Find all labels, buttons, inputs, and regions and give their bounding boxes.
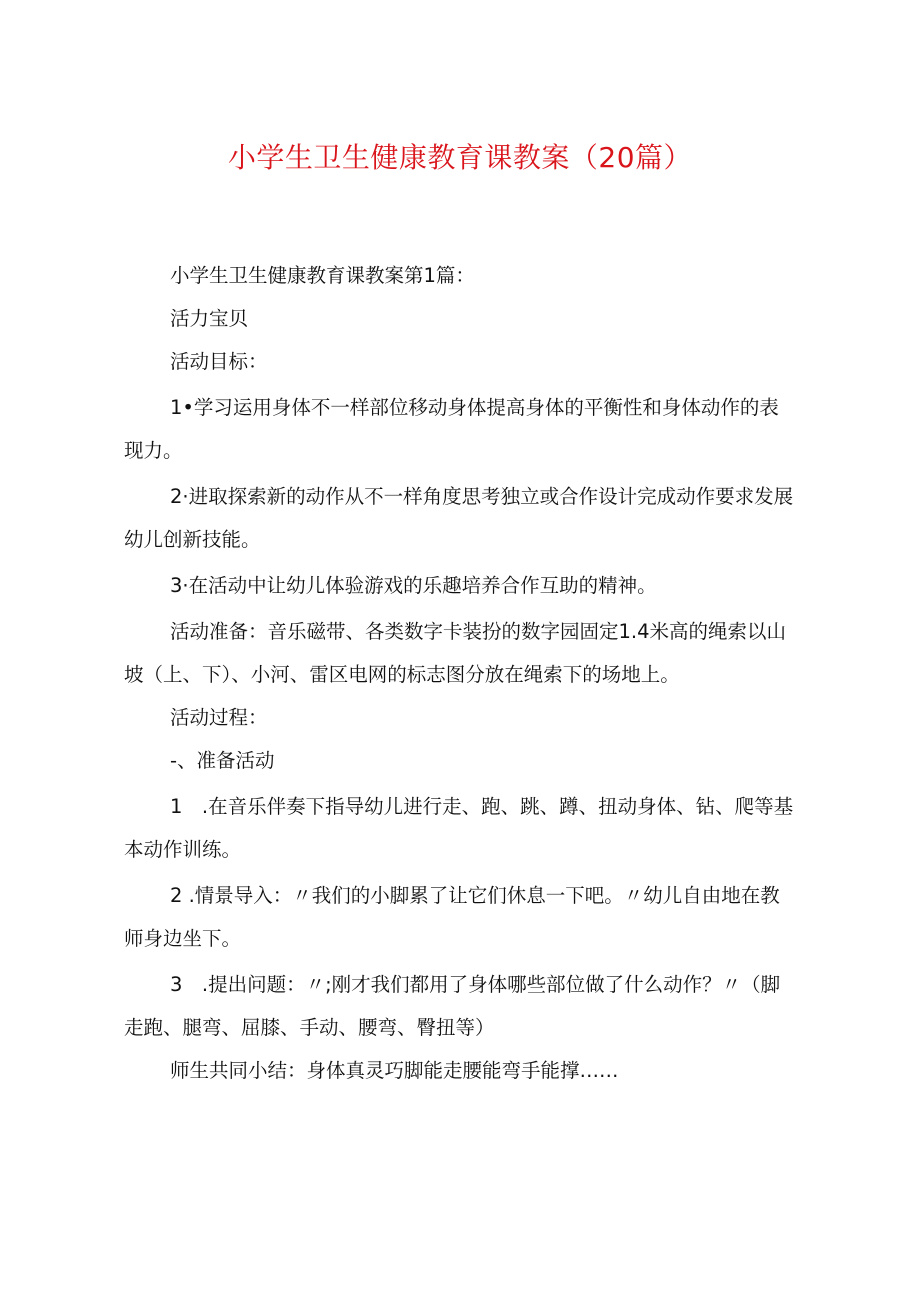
goal-item-3: 3·在活动中让幼儿体验游戏的乐趣培养合作互助的精神。 (170, 574, 657, 597)
document-title: 小学生卫生健康教育课教案（20篇） (227, 141, 693, 174)
preparation-paragraph: 活动准备：音乐磁带、各类数字卡装扮的数字园固定1.4米高的绳索以山坡（上、下）、小河、雷区电网的标志图分放在绳索下的场地上。 (124, 620, 787, 686)
document-body (124, 254, 794, 1092)
lesson-heading: 小学生卫生健康教育课教案第1篇： (170, 264, 475, 287)
process-heading: 活动过程： (170, 706, 268, 729)
section-heading-warmup: -、准备活动 (170, 749, 275, 772)
step-item-1: 1 .在音乐伴奏下指导幼儿进行走、跑、跳、蹲、扭动身体、钻、爬等基本动作训练。 (124, 795, 794, 861)
goal-item-1: 1•学习运用身体不一样部位移动身体提高身体的平衡性和身体动作的表现力。 (124, 396, 779, 462)
goals-heading: 活动目标： (170, 350, 268, 373)
summary-paragraph: 师生共同小结：身体真灵巧脚能走腰能弯手能撑…… (170, 1059, 619, 1082)
goal-item-2: 2·进取探索新的动作从不一样角度思考独立或合作设计完成动作要求发展幼儿创新技能。 (124, 485, 794, 551)
step-item-3: 3 .提出问题：〃;刚才我们都用了身体哪些部位做了什么动作？〃（脚走跑、腿弯、屈膝、手动、腰弯、臀扭等） (124, 973, 781, 1039)
activity-name: 活力宝贝 (170, 307, 249, 330)
step-item-2: 2 .情景导入：〃我们的小脚累了让它们休息一下吧。〃幼儿自由地在教师身边坐下。 (124, 884, 780, 950)
